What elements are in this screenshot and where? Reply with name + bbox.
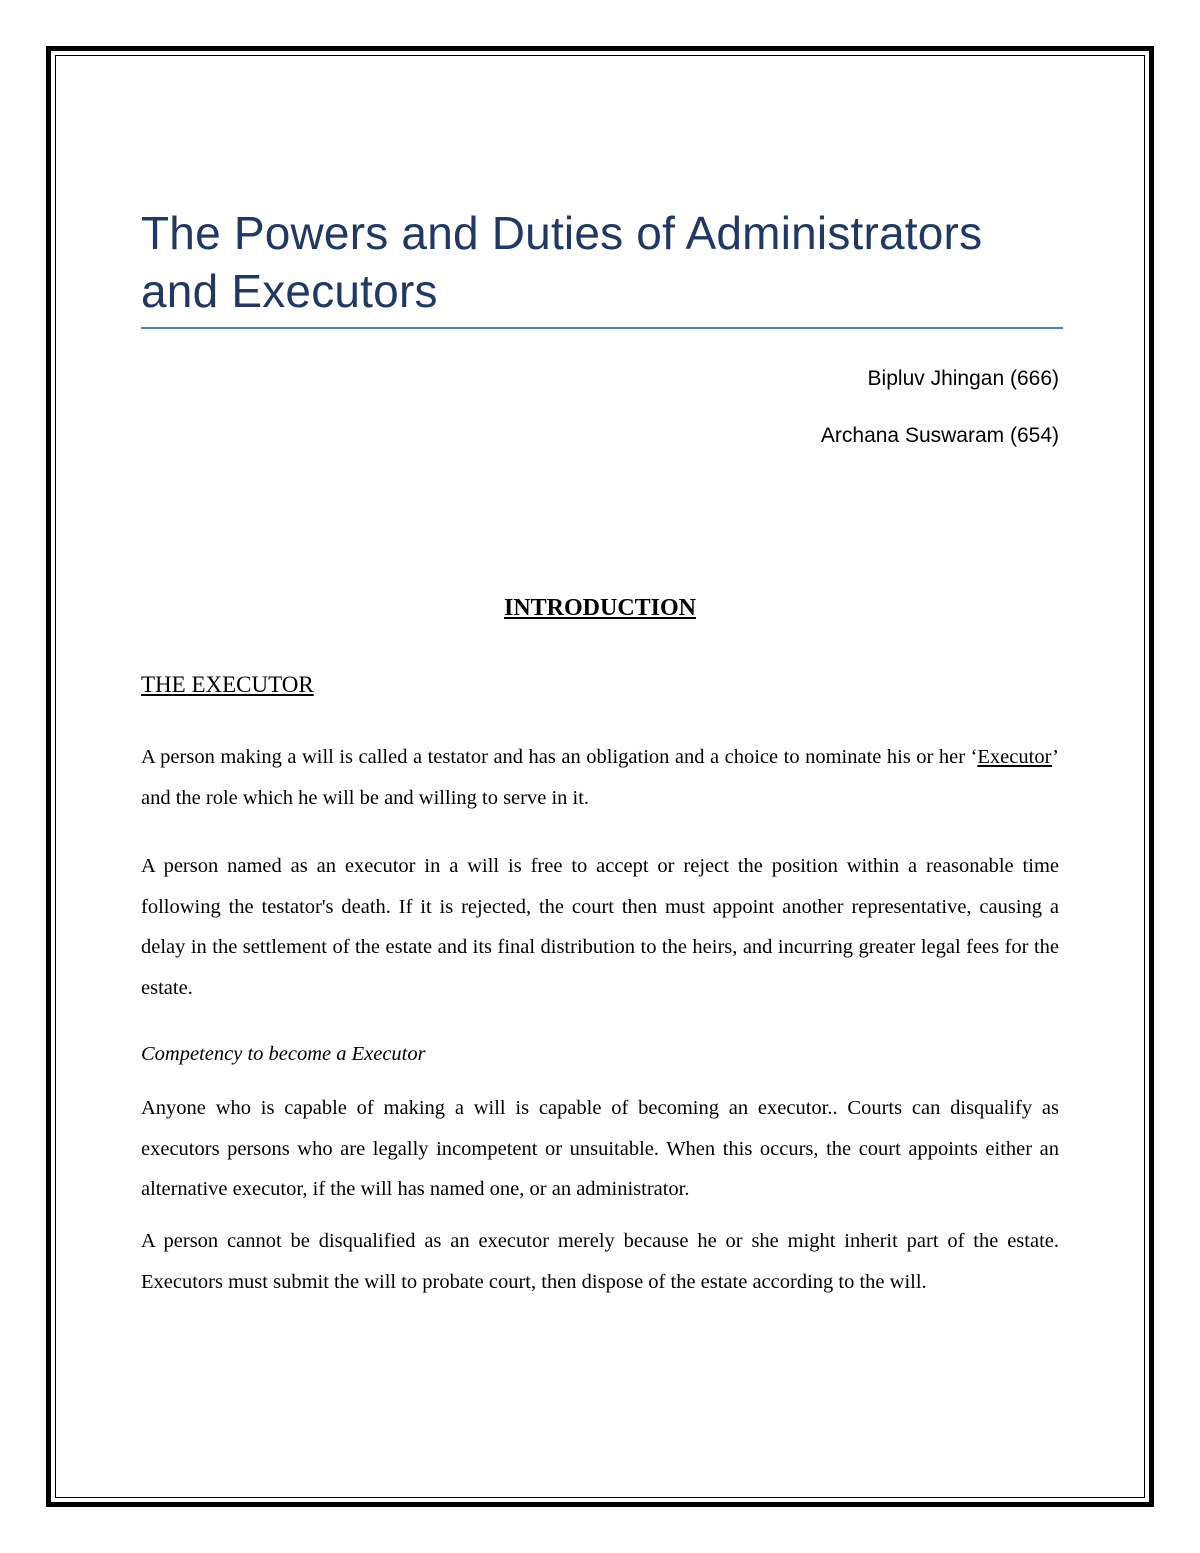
document-title: The Powers and Duties of Administrators and Executors [141,207,983,317]
author-2: Archana Suswaram (654) [820,424,1059,447]
competency-heading: Competency to become a Executor [141,1043,426,1065]
subsection-heading-executor: THE EXECUTOR [141,672,314,697]
title-divider [141,327,1063,329]
paragraph-executor-acceptance: A person named as an executor in a will is free to accept or reject the position within a reasonable time following the testator's death. If it is rejected, the court then must appoint another representative, causing a delay in the settlement of the estate and its final distribution to the heirs, and incurring greater legal fees for the estate. [141,855,1059,999]
section-heading-introduction: INTRODUCTION [503,595,697,621]
author-1: Bipluv Jhingan (666) [867,367,1059,390]
executor-term: Executor [977,746,1053,768]
paragraph-text: A person making a will is called a testator and has an obligation and a choice to nominate his or her ‘ [141,746,978,768]
paragraph-text: ’ and the role which he will be and willing to serve in it. [141,746,1059,809]
paragraph-competency: Anyone who is capable of making a will is capable of becoming an executor.. Courts can disqualify as executors persons who are legally incompetent or unsuitable. When this occurs, the court appoints either an alternative executor, if the will has named one, or an administrator. [141,1097,1059,1200]
paragraph-disqualification: A person cannot be disqualified as an executor merely because he or she might inherit part of the estate. Executors must submit the will to probate court, then dispose of the estate according to the will. [141,1230,1059,1293]
paragraph-testator [141,737,1059,818]
